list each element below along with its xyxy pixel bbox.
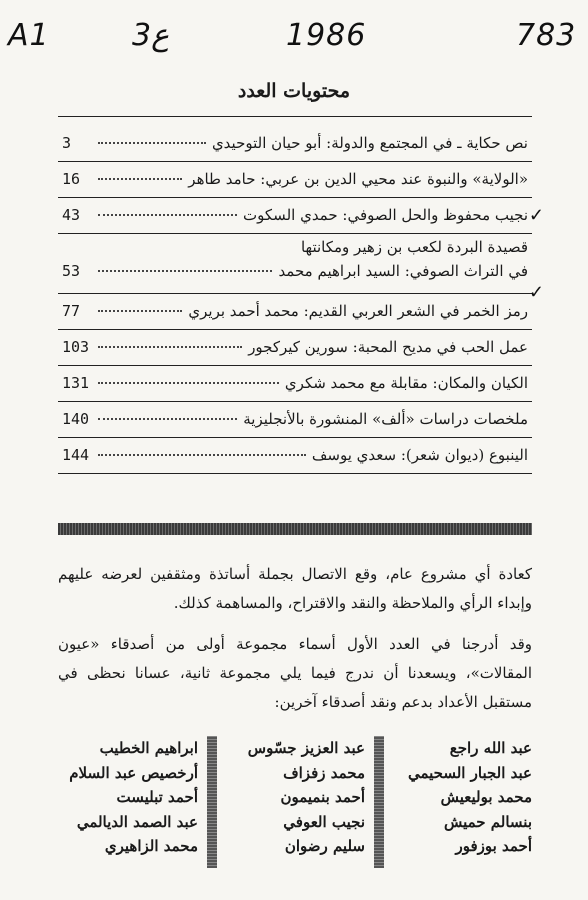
names-column [225,736,365,868]
list-item: عبد الله راجع [449,739,532,757]
list-item: عبد الجبار السحيمي [407,763,532,782]
names-column [58,736,198,868]
handwritten-number: 783 [516,18,577,53]
list-item: محمد الزاهيري [104,837,198,855]
toc-row[interactable] [58,126,532,162]
toc-title: «الولاية» والنبوة عند محيي الدين بن عربي: حامد طاهر [188,170,528,188]
toc-subtitle: في التراث الصوفي: السيد ابراهيم محمد [278,262,528,280]
toc-page: 144 [62,446,90,464]
toc-row[interactable] [58,234,532,294]
toc-leader [98,270,272,272]
toc-row[interactable] [58,162,532,198]
list-item: أرخصيص عبد السلام [69,763,198,782]
toc-row[interactable] [58,438,532,474]
friends-paragraph: وقد أدرجنا في العدد الأول أسماء مجموعة أولى من أصدقاء «عيون المقالات»، ويسعدنا أن ندرج فيما يلي مجموعة ثانية، عسانا نحظى في مستقبل الأعداد بدعم ونقد أصدقاء آخرين: [58,635,532,711]
names-column [392,736,532,868]
page-title: محتويات العدد [237,80,351,102]
toc-leader [98,214,237,216]
toc-title: قصيدة البردة لكعب بن زهير ومكانتها [300,238,528,256]
toc-page: 16 [62,170,81,188]
toc-leader [98,310,182,312]
toc-page: 3 [62,134,72,152]
toc-title: ملخصات دراسات «ألف» المنشورة بالأنجليزية [243,410,528,428]
toc-page: 77 [62,302,81,320]
handwritten-year: 1986 [286,18,367,53]
toc-page: 140 [62,410,90,428]
toc-leader [98,418,237,420]
toc-title: عمل الحب في مديح المحبة: سورين كيركجور [248,338,528,356]
toc-row[interactable] [58,402,532,438]
divider-band [58,523,532,535]
list-item: أحمد تبليست [116,788,198,806]
list-item: أحمد بوزفور [455,837,532,855]
check-mark-icon: ✓ [528,282,544,303]
list-item: أحمد بنميمون [280,788,365,806]
list-item: نجيب العوفي [283,812,365,831]
toc-page: 131 [62,374,90,392]
column-separator [207,736,217,868]
toc-title: الينبوع (ديوان شعر): سعدي يوسف [311,446,528,464]
toc-title: رمز الخمر في الشعر العربي القديم: محمد أحمد بريري [188,302,528,320]
toc-leader [98,454,306,456]
list-item: ابراهيم الخطيب [99,739,198,757]
handwritten-issue: 3ع [132,18,169,53]
list-item: عبد الصمد الديالمي [76,812,198,831]
toc-leader [98,382,279,384]
toc-row[interactable] [58,330,532,366]
list-item: عبد العزيز جسّوس [247,739,365,757]
names-list [58,736,532,868]
toc-page: 53 [62,262,81,280]
toc-row[interactable] [58,366,532,402]
list-item: بنسالم حميش [443,812,532,831]
toc-title: نص حكاية ـ في المجتمع والدولة: أبو حيان التوحيدي [211,134,528,152]
list-item: محمد بوليعيش [440,788,532,806]
intro-paragraph: كعادة أي مشروع عام، وقع الاتصال بجملة أساتذة ومثقفين لعرضه عليهم وإبداء الرأي والملاحظة والنقد والاقتراح، والمساهمة كذلك. [58,565,532,612]
column-separator [374,736,384,868]
toc-leader [98,178,182,180]
handwritten-code: A1 [8,18,50,53]
toc-title: الكيان والمكان: مقابلة مع محمد شكري [284,374,528,392]
toc-leader [98,142,206,144]
table-of-contents [58,126,532,474]
toc-page: 43 [62,206,81,224]
toc-leader [98,346,242,348]
list-item: محمد زفزاف [283,763,365,782]
toc-row[interactable] [58,198,532,234]
list-item: سليم رضوان [284,837,365,855]
title-rule [58,116,532,117]
toc-page: 103 [62,338,90,356]
toc-row[interactable] [58,294,532,330]
check-mark-icon: ✓ [528,205,544,226]
toc-title: نجيب محفوظ والحل الصوفي: حمدي السكوت [243,206,528,224]
